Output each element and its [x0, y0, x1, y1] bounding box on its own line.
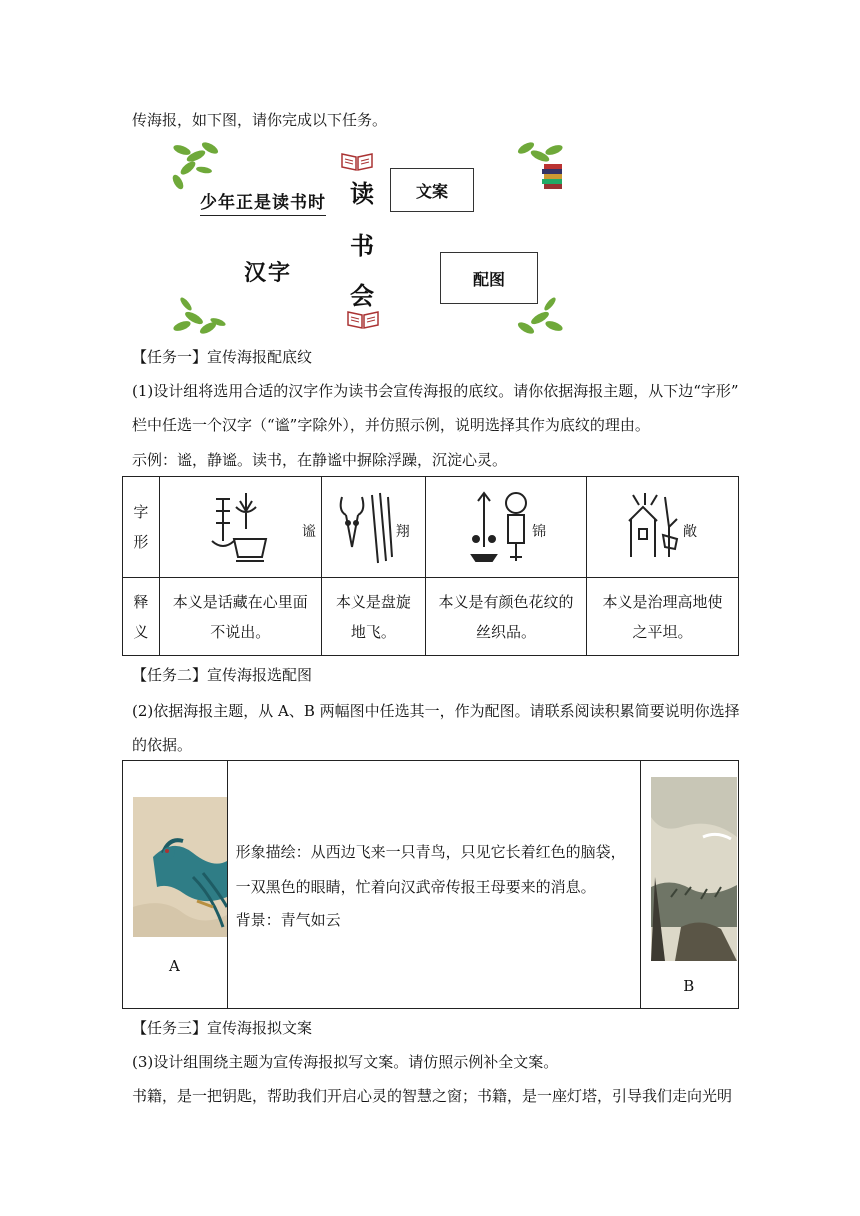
image-choice-table: [122, 760, 739, 1009]
poster-image: [172, 142, 564, 334]
image-b-cell: [641, 761, 739, 1009]
task1-question-line1: (1)设计组将选用合适的汉字作为读书会宣传海报的底纹。请你依据海报主题，从下边“字形”: [132, 382, 739, 400]
table-row-header: 释 义: [123, 578, 160, 656]
glyph-cell-mi: [159, 477, 321, 578]
glyph-cell-xiang: [321, 477, 425, 578]
poster-image-box: 配图: [440, 252, 538, 304]
glyph-label: 谧: [301, 524, 316, 540]
ancient-glyph-jin-icon: [468, 487, 538, 569]
task1-question-line2: 栏中任选一个汉字（“谧”字除外），并仿照示例，说明选择其作为底纹的理由。: [132, 416, 650, 434]
ancient-glyph-xiang-icon: [336, 487, 396, 569]
table-row-header: 字 形: [123, 477, 160, 578]
poster-hanzi-label: 汉字: [244, 261, 293, 286]
crane-landscape-painting-image: [651, 777, 737, 961]
poster-title-char: 书: [350, 232, 374, 260]
definition-cell: 本义是话藏在心里面 不说出。: [159, 578, 321, 656]
ancient-glyph-mi-icon: [206, 489, 276, 567]
poster-title-char: 会: [350, 282, 374, 310]
glyph-cell-jin: [426, 477, 587, 578]
blue-bird-painting-image: [133, 797, 227, 937]
definition-cell: 本义是有颜色花纹的 丝织品。: [426, 578, 587, 656]
definition-cell: 本义是治理高地使 之平坦。: [587, 578, 739, 656]
open-book-icon: [346, 308, 380, 330]
task2-question-line1: (2)依据海报主题，从 A、B 两幅图中任选其一，作为配图。请联系阅读积累简要说明你选择: [132, 702, 740, 720]
leaf-decoration-icon: [172, 282, 230, 334]
task1-example: 示例：谧，静谧。读书，在静谧中摒除浮躁，沉淀心灵。: [132, 451, 508, 469]
leaf-decoration-icon: [172, 142, 230, 194]
task3-question: (3)设计组围绕主题为宣传海报拟写文案。请仿照示例补全文案。: [132, 1053, 559, 1071]
poster-title-char: 读: [350, 180, 374, 208]
task3-copy-text: 书籍，是一把钥匙，帮助我们开启心灵的智慧之窗；书籍，是一座灯塔，引导我们走向光明: [132, 1087, 733, 1105]
image-a-cell: [123, 761, 228, 1009]
image-description-cell: [227, 761, 641, 1009]
ancient-glyph-chang-icon: [625, 487, 685, 567]
intro-text: 传海报，如下图，请你完成以下任务。: [132, 111, 388, 129]
description-line: 一双黑色的眼睛，忙着向汉武帝传报王母要来的消息。: [235, 878, 596, 896]
image-a-label: A: [169, 957, 180, 975]
description-background: 背景：青气如云: [235, 911, 341, 929]
poster-copy-box: 文案: [390, 168, 474, 212]
task2-question-line2: 的依据。: [132, 736, 193, 754]
glyph-label: 翔: [395, 524, 410, 540]
image-b-label: B: [683, 977, 695, 995]
open-book-icon: [340, 150, 374, 172]
task2-heading: 【任务二】宣传海报选配图: [132, 666, 313, 684]
description-line: 形象描绘：从西边飞来一只青鸟，只见它长着红色的脑袋，: [235, 843, 626, 861]
glyph-cell-chang: [587, 477, 739, 578]
task1-heading: 【任务一】宣传海报配底纹: [132, 348, 313, 366]
poster-slogan: 少年正是读书时: [200, 188, 326, 216]
definition-cell: 本义是盘旋 地飞。: [321, 578, 425, 656]
leaf-decoration-icon: [506, 142, 564, 194]
glyph-table: [122, 476, 739, 656]
glyph-label: 敞: [683, 524, 697, 540]
task3-heading: 【任务三】宣传海报拟文案: [132, 1019, 313, 1037]
glyph-label: 锦: [532, 524, 547, 540]
